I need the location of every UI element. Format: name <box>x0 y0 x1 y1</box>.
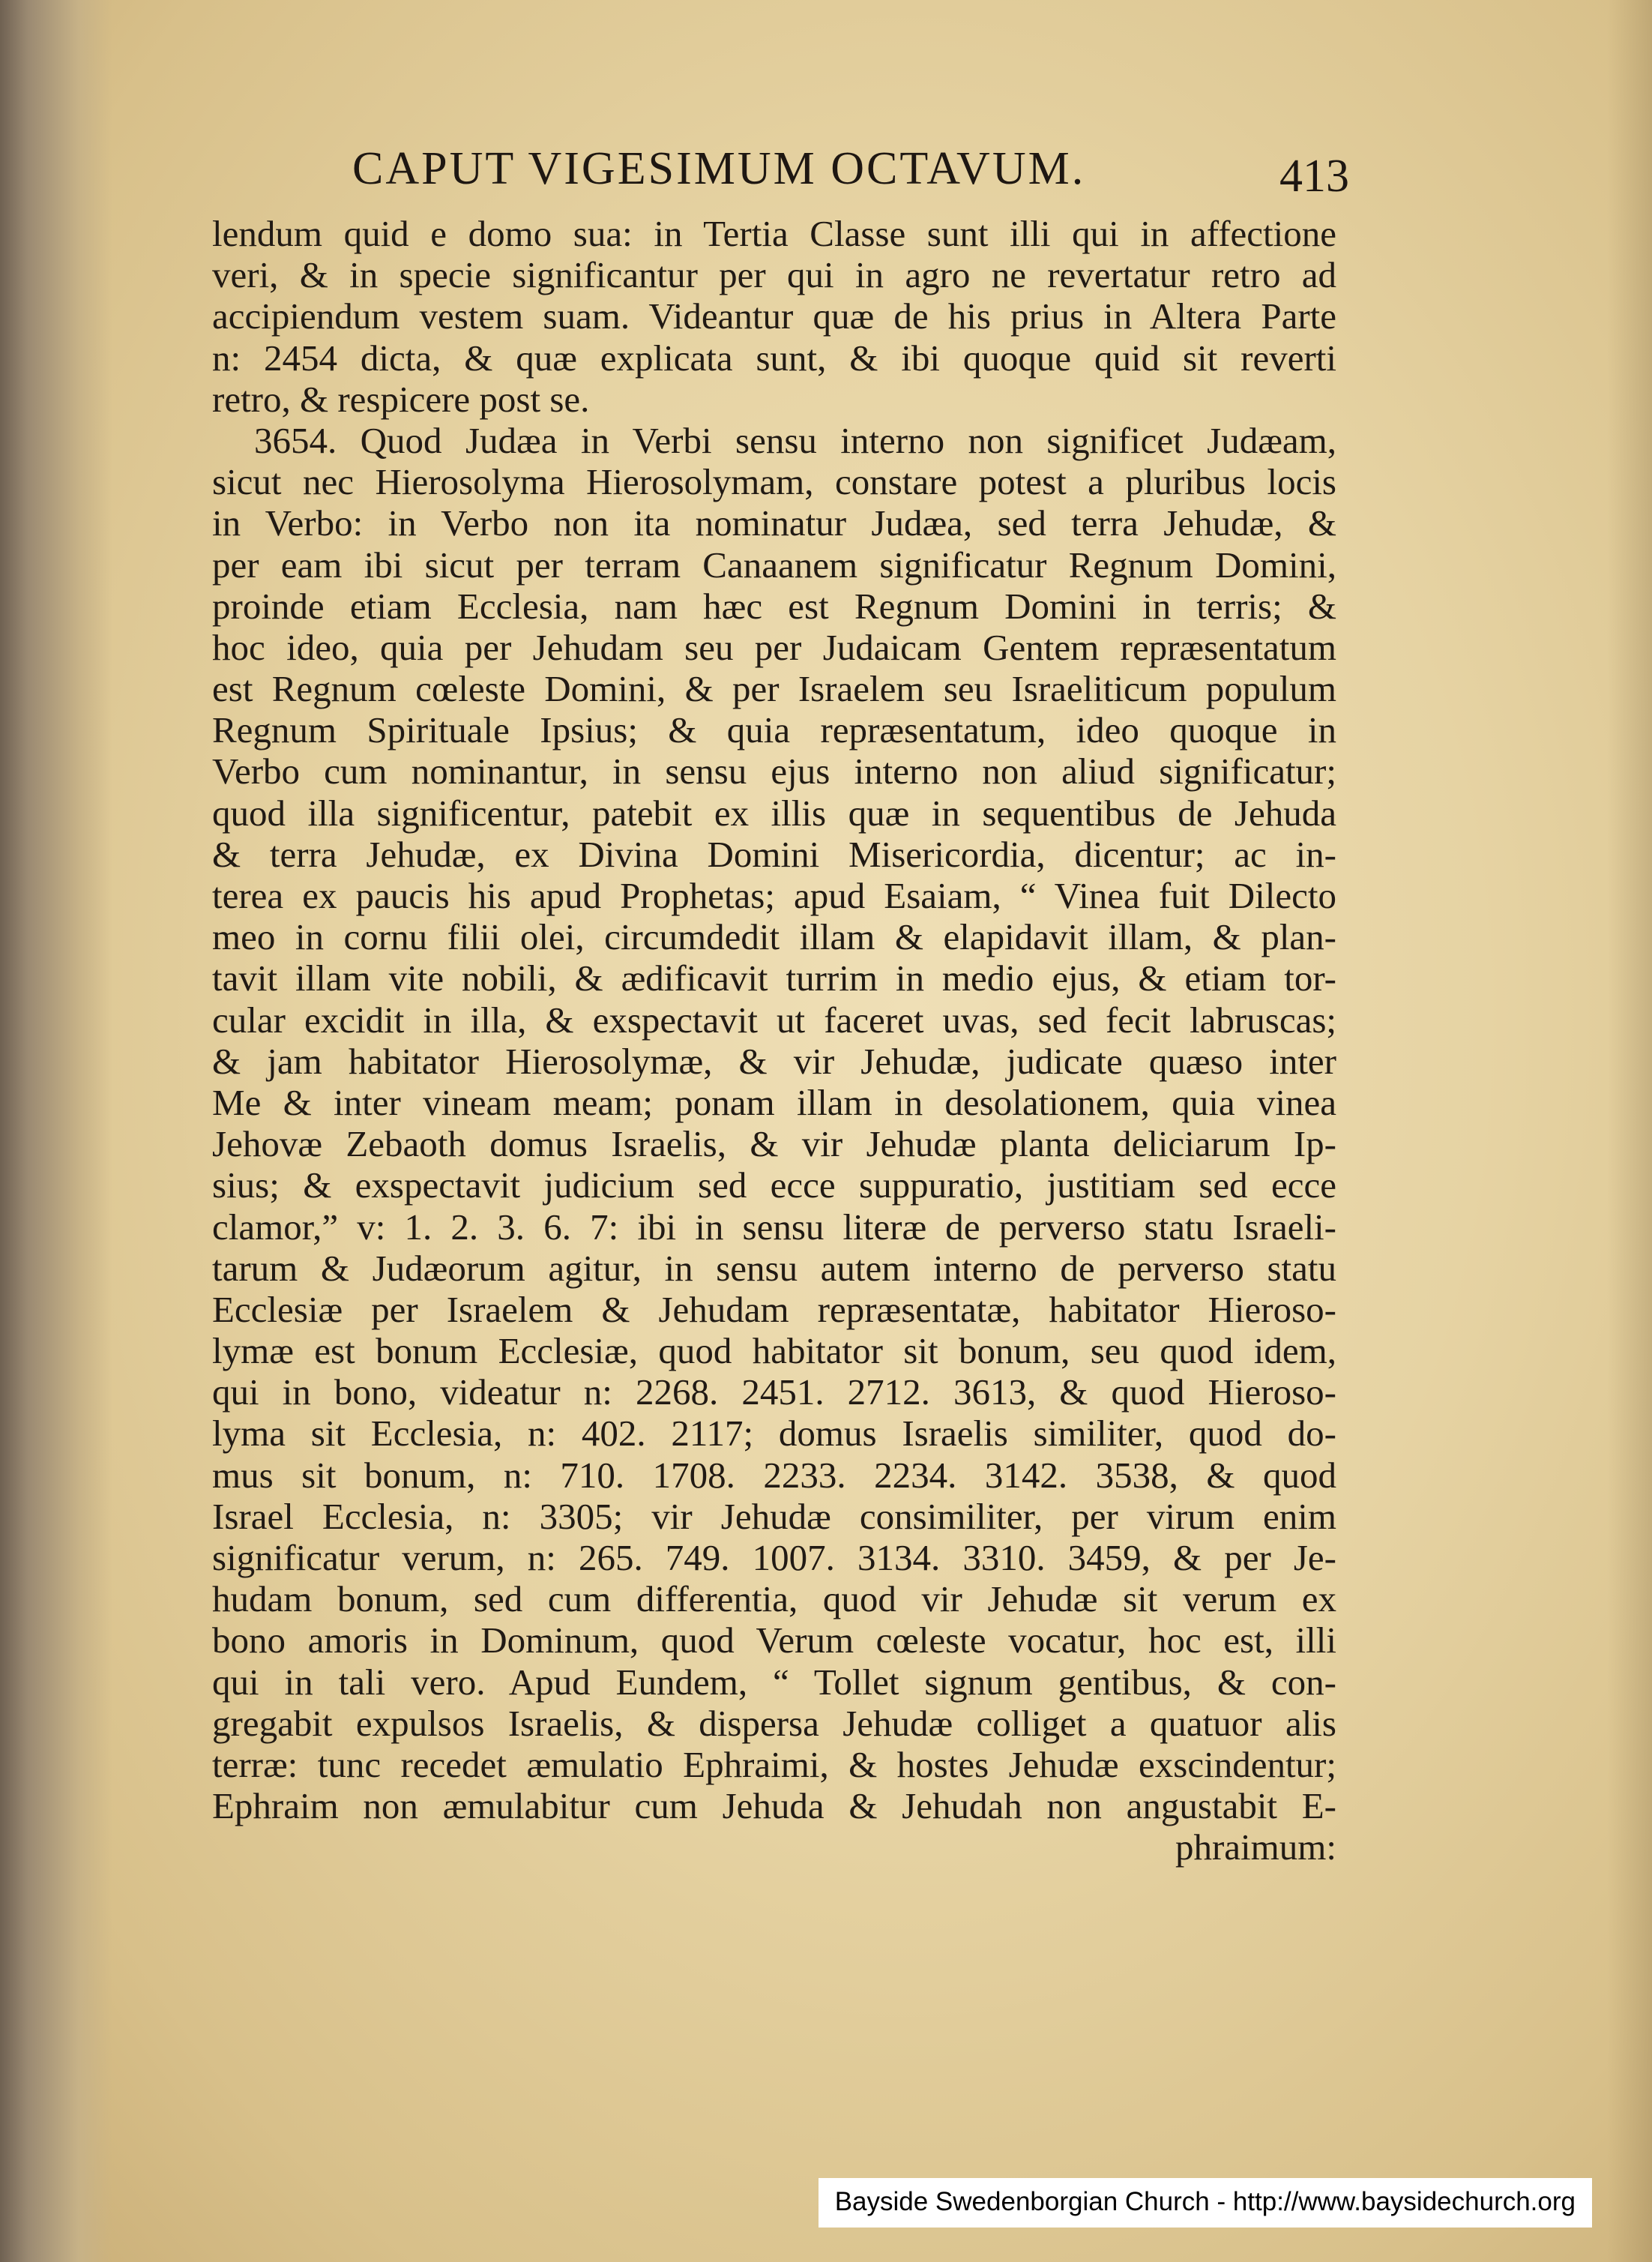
text-line: terræ: tunc recedet æmulatio Ephraimi, & hostes Jehudæ exscindentur; <box>212 1743 1336 1785</box>
text-line: phraimum: <box>1175 1826 1336 1868</box>
running-title: CAPUT VIGESIMUM OCTAVUM. <box>352 143 1086 194</box>
text-line: cular excidit in illa, & exspectavit ut faceret uvas, sed fecit labruscas; <box>212 999 1336 1041</box>
text-line: Me & inter vineam meam; ponam illam in desolationem, quia vinea <box>212 1081 1336 1123</box>
text-line: Ephraim non æmulabitur cum Jehuda & Jehudah non angustabit E- <box>212 1785 1336 1827</box>
text-line: mus sit bonum, n: 710. 1708. 2233. 2234. 3142. 3538, & quod <box>212 1454 1336 1496</box>
text-line: n: 2454 dicta, & quæ explicata sunt, & ibi quoque quid sit reverti <box>212 337 1336 379</box>
text-line: qui in tali vero. Apud Eundem, “ Tollet signum gentibus, & con- <box>212 1661 1336 1703</box>
page-edge-shading <box>1607 0 1652 2262</box>
text-line: & terra Jehudæ, ex Divina Domini Misericordia, dicentur; ac in- <box>212 833 1336 875</box>
text-line: 3654. Quod Judæa in Verbi sensu interno non significet Judæam, <box>254 419 1336 461</box>
body-text-block <box>212 213 1336 1868</box>
text-line: lyma sit Ecclesia, n: 402. 2117; domus Israelis similiter, quod do- <box>212 1413 1336 1455</box>
text-line: Regnum Spirituale Ipsius; & quia repræsentatum, ideo quoque in <box>212 709 1336 751</box>
binding-gutter-shadow <box>0 0 112 2262</box>
text-line: sius; & exspectavit judicium sed ecce suppuratio, justitiam sed ecce <box>212 1164 1336 1206</box>
text-line: qui in bono, videatur n: 2268. 2451. 2712. 3613, & quod Hieroso- <box>212 1371 1336 1413</box>
text-line: Jehovæ Zebaoth domus Israelis, & vir Jehudæ planta deliciarum Ip- <box>212 1123 1336 1165</box>
text-line: accipiendum vestem suam. Videantur quæ de his prius in Altera Parte <box>212 295 1336 337</box>
text-line: sicut nec Hierosolyma Hierosolymam, constare potest a pluribus locis <box>212 461 1336 503</box>
text-line: quod illa significentur, patebit ex illis quæ in sequentibus de Jehuda <box>212 792 1336 834</box>
text-line: proinde etiam Ecclesia, nam hæc est Regnum Domini in terris; & <box>212 585 1336 627</box>
text-line: Verbo cum nominantur, in sensu ejus interno non aliud significatur; <box>212 751 1336 792</box>
text-line: retro, & respicere post se. <box>212 378 590 420</box>
text-line: terea ex paucis his apud Prophetas; apud Esaiam, “ Vinea fuit Dilecto <box>212 875 1336 916</box>
text-line: tavit illam vite nobili, & ædificavit turrim in medio ejus, & etiam tor- <box>212 957 1336 999</box>
text-line: per eam ibi sicut per terram Canaanem significatur Regnum Domini, <box>212 544 1336 586</box>
text-line: significatur verum, n: 265. 749. 1007. 3134. 3310. 3459, & per Je- <box>212 1537 1336 1578</box>
text-line: lymæ est bonum Ecclesiæ, quod habitator sit bonum, seu quod idem, <box>212 1330 1336 1372</box>
text-line: est Regnum cœleste Domini, & per Israelem seu Israeliticum populum <box>212 668 1336 710</box>
text-line: tarum & Judæorum agitur, in sensu autem interno de perverso statu <box>212 1247 1336 1289</box>
text-line: Israel Ecclesia, n: 3305; vir Jehudæ consimiliter, per virum enim <box>212 1495 1336 1537</box>
text-line: gregabit expulsos Israelis, & dispersa Jehudæ colliget a quatuor alis <box>212 1702 1336 1744</box>
text-line: meo in cornu filii olei, circumdedit illam & elapidavit illam, & plan- <box>212 916 1336 958</box>
text-line: in Verbo: in Verbo non ita nominatur Judæa, sed terra Jehudæ, & <box>212 502 1336 544</box>
text-line: clamor,” v: 1. 2. 3. 6. 7: ibi in sensu literæ de perverso statu Israeli- <box>212 1206 1336 1248</box>
text-line: hudam bonum, sed cum differentia, quod vir Jehudæ sit verum ex <box>212 1578 1336 1620</box>
page-number: 413 <box>1279 151 1349 202</box>
text-line: bono amoris in Dominum, quod Verum cœleste vocatur, hoc est, illi <box>212 1619 1336 1661</box>
source-credit-banner: Bayside Swedenborgian Church - http://www.baysidechurch.org <box>819 2178 1592 2228</box>
text-line: & jam habitator Hierosolymæ, & vir Jehudæ, judicate quæso inter <box>212 1040 1336 1082</box>
text-line: veri, & in specie significantur per qui in agro ne revertatur retro ad <box>212 254 1336 296</box>
page-header <box>352 142 1349 210</box>
text-line: hoc ideo, quia per Jehudam seu per Judaicam Gentem repræsentatum <box>212 626 1336 668</box>
text-line: lendum quid e domo sua: in Tertia Classe sunt illi qui in affectione <box>212 213 1336 254</box>
text-line: Ecclesiæ per Israelem & Jehudam repræsentatæ, habitator Hieroso- <box>212 1288 1336 1330</box>
